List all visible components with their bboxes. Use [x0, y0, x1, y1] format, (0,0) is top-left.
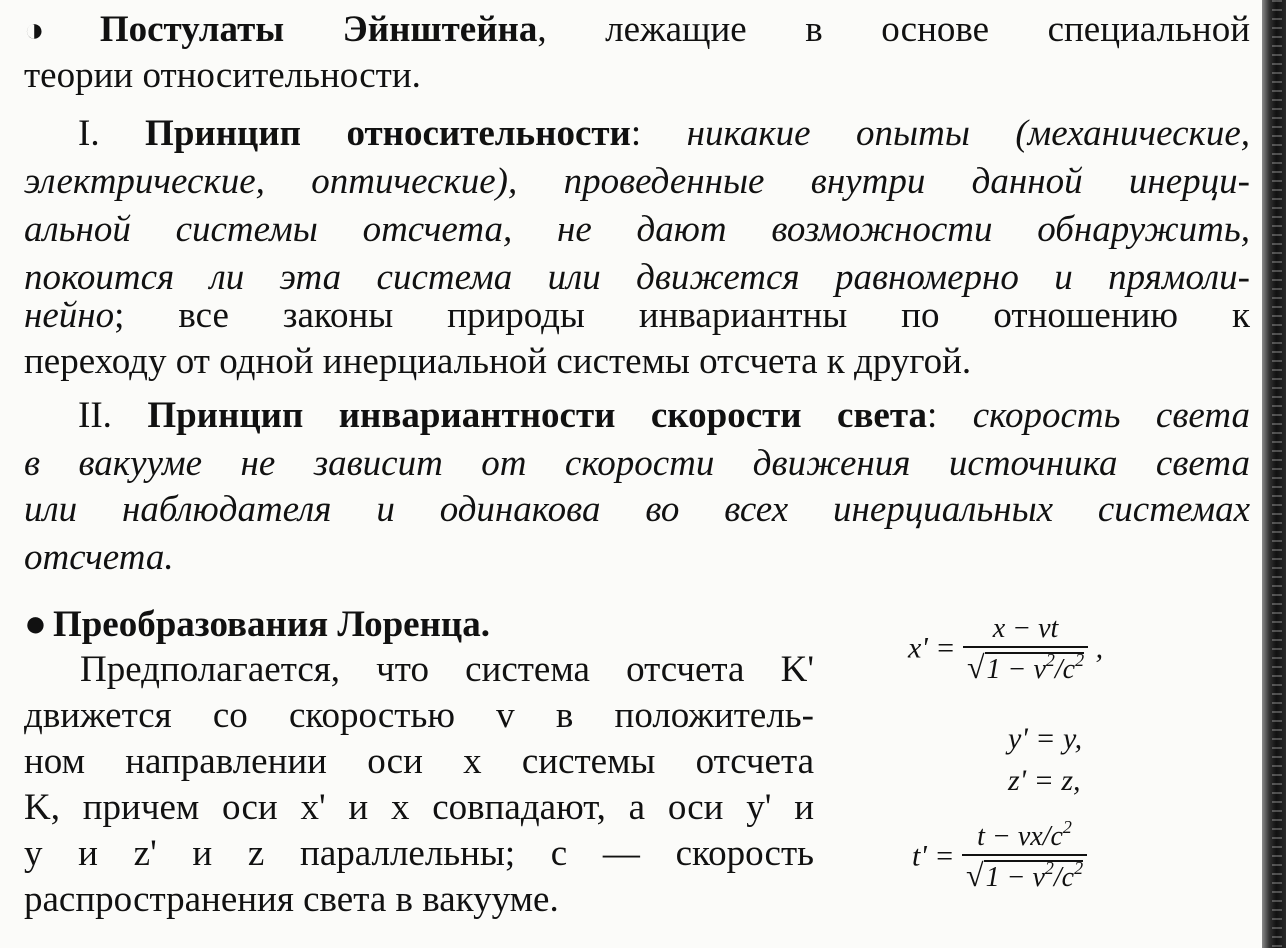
postulates-heading-line2: теории относительности.	[24, 55, 421, 96]
principle2-colon: :	[926, 395, 938, 436]
formula-x-fraction	[963, 612, 1088, 689]
formula-x-tail: ,	[1095, 631, 1104, 665]
formula-y-prime: y' = y,	[1008, 722, 1083, 755]
postulates-heading-line1	[24, 6, 1250, 55]
sqrt-icon: √	[966, 857, 984, 893]
formula-z-prime: z' = z,	[1008, 764, 1081, 797]
principle1-line6: переходу от одной инерциальной системы отсчета к другой.	[24, 341, 972, 382]
formula-x-numerator: x − vt	[992, 613, 1059, 644]
principle2-title: Принцип инвариантности скорости света	[147, 395, 927, 436]
sqrt-icon: √	[966, 649, 985, 685]
lorentz-text-line4: K, причем оси x' и x совпадают, а оси y' и	[24, 787, 814, 828]
postulates-heading-title: Постулаты Эйнштейна	[99, 9, 538, 50]
principle2-italic-start: скорость света	[972, 395, 1250, 436]
principle1-line5-italic: нейно	[24, 295, 115, 336]
principle2-line2: в вакууме не зависит от скорости движения источника света	[24, 443, 1250, 484]
exponent: 2	[1074, 858, 1084, 878]
filled-circle-bullet-icon: ●	[24, 603, 47, 645]
principle1-numeral: I.	[78, 113, 100, 154]
formula-t-fraction	[962, 817, 1087, 897]
formula-x-denominator	[963, 646, 1088, 689]
principle1-colon: :	[630, 113, 642, 154]
principle1-line4: покоится ли эта система или движется равномерно и прямоли-	[24, 257, 1250, 298]
formula-x-den-c: /c	[1054, 654, 1076, 685]
principle1-title: Принцип относительности	[145, 113, 631, 154]
formula-t-num-text: t − vx/c	[977, 821, 1063, 852]
principle2-line3: или наблюдателя и одинакова во всех инерциальных системах	[24, 489, 1250, 530]
principle1-italic-start: никакие опыты (механические,	[686, 113, 1251, 154]
exponent: 2	[1062, 817, 1072, 837]
principle2-numeral: II.	[78, 395, 112, 436]
lorentz-text-line1: Предполагается, что система отсчета K'	[80, 649, 814, 690]
principle2-line4: отсчета.	[24, 537, 174, 578]
lorentz-text-line2: движется со скоростью v в положитель-	[24, 695, 814, 736]
lorentz-text-line3: ном направлении оси x системы отсчета	[24, 741, 814, 782]
formula-x-den-text: 1 − v	[986, 654, 1046, 685]
formula-t-prime	[912, 817, 1087, 897]
postulates-heading-rest: , лежащие в основе специальной	[537, 9, 1250, 50]
principle2-line1	[78, 392, 1250, 440]
exponent: 2	[1075, 650, 1085, 670]
principle1-line1	[78, 110, 1250, 158]
formula-t-den-text: 1 − v	[985, 862, 1045, 893]
exponent: 2	[1045, 650, 1055, 670]
formula-t-numerator	[962, 817, 1087, 854]
lorentz-text-line5: y и z' и z параллельны; c — скорость	[24, 833, 814, 874]
exponent: 2	[1044, 858, 1054, 878]
principle1-line2: электрические, оптические), проведенные внутри данной инерци-	[24, 161, 1250, 202]
formula-t-denominator	[962, 854, 1087, 897]
formula-t-lhs: t' =	[912, 839, 955, 873]
lorentz-heading-title: Преобразования Лоренца.	[52, 604, 490, 645]
formula-x-lhs: x' =	[908, 631, 956, 665]
principle1-line5	[24, 292, 1250, 340]
lorentz-text-line6: распространения света в вакууме.	[24, 879, 559, 920]
half-circle-bullet-icon: ◑	[24, 12, 94, 49]
formula-t-den-c: /c	[1053, 862, 1075, 893]
lorentz-heading	[24, 600, 814, 649]
binding-edge-texture	[1272, 0, 1282, 948]
principle1-line5-rest: ; все законы природы инвариантны по отношению к	[114, 295, 1250, 336]
principle1-line3: альной системы отсчета, не дают возможности обнаружить,	[24, 209, 1250, 250]
formula-x-prime	[908, 612, 1103, 689]
